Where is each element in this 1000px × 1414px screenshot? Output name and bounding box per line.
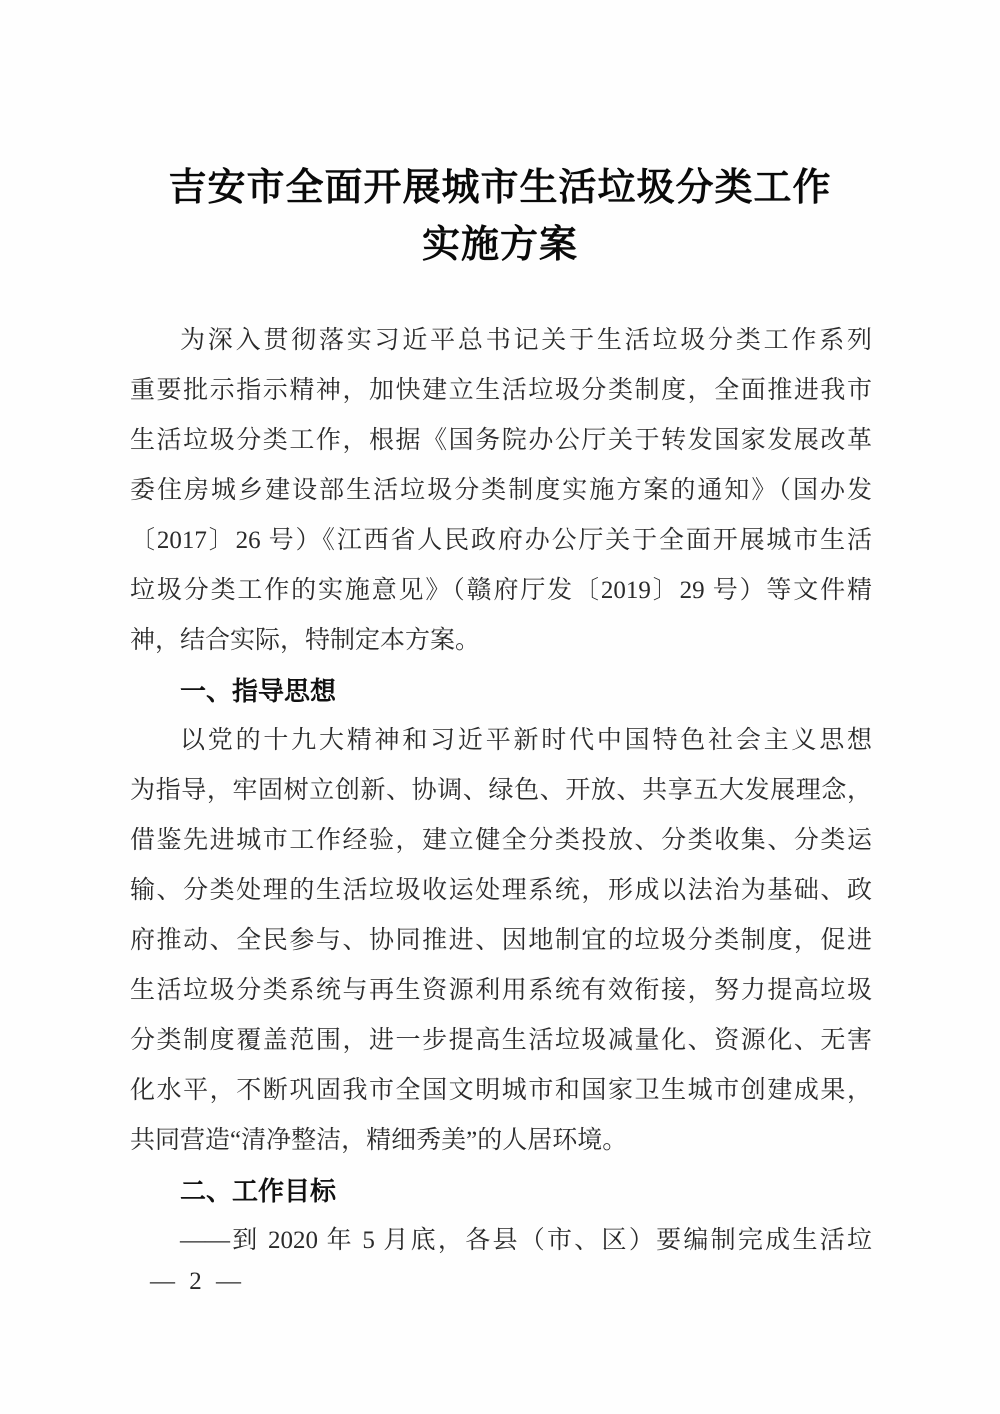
title-line-2: 实施方案 <box>421 224 578 266</box>
text-line: 借鉴先进城市工作经验，建立健全分类投放、分类收集、分类运 <box>130 827 872 854</box>
section-heading: 一、指导思想 <box>180 676 337 706</box>
text-line: 输、分类处理的生活垃圾收运处理系统，形成以法治为基础、政 <box>130 877 872 904</box>
page-number: — 2 — <box>150 1268 245 1295</box>
text-line: 神，结合实际，特制定本方案。 <box>130 627 481 654</box>
text-line: 为指导，牢固树立创新、协调、绿色、开放、共享五大发展理念， <box>130 777 872 804</box>
text-line: 府推动、全民参与、协同推进、因地制宜的垃圾分类制度，促进 <box>130 927 872 954</box>
text-line: 为深入贯彻落实习近平总书记关于生活垃圾分类工作系列 <box>180 327 872 354</box>
document-title <box>0 160 1000 274</box>
text-line: ——到 2020 年 5 月底，各县（市、区）要编制完成生活垃 <box>180 1227 872 1254</box>
text-line: 化水平，不断巩固我市全国文明城市和国家卫生城市创建成果， <box>130 1077 872 1104</box>
document-body <box>130 316 872 1266</box>
text-line: 垃圾分类工作的实施意见》（赣府厅发〔2019〕29 号）等文件精 <box>130 577 872 604</box>
text-line: 生活垃圾分类系统与再生资源利用系统有效衔接，努力提高垃圾 <box>130 977 872 1004</box>
text-line: 委住房城乡建设部生活垃圾分类制度实施方案的通知》（国办发 <box>130 477 872 504</box>
text-line: 重要批示指示精神，加快建立生活垃圾分类制度，全面推进我市 <box>130 377 872 404</box>
text-line: 以党的十九大精神和习近平新时代中国特色社会主义思想 <box>180 727 872 754</box>
text-line: 分类制度覆盖范围，进一步提高生活垃圾减量化、资源化、无害 <box>130 1027 872 1054</box>
text-line: 〔2017〕26 号）《江西省人民政府办公厅关于全面开展城市生活 <box>130 527 872 554</box>
title-line-1: 吉安市全面开展城市生活垃圾分类工作 <box>168 167 832 209</box>
text-line: 共同营造“清净整洁，精细秀美”的人居环境。 <box>130 1127 628 1154</box>
text-line: 生活垃圾分类工作，根据《国务院办公厅关于转发国家发展改革 <box>130 427 872 454</box>
section-heading: 二、工作目标 <box>180 1176 337 1206</box>
